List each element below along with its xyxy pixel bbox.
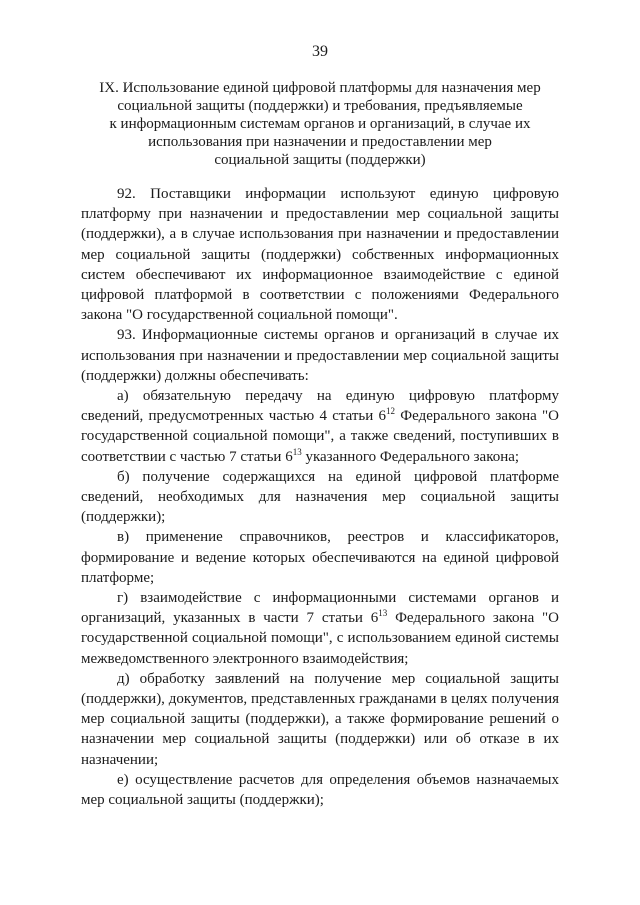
- clause-g-sup: 13: [378, 608, 388, 619]
- clause-a-sup-2: 13: [292, 446, 302, 457]
- clause-g-text-end: Федерального закона "О государственной социальной помощи", с использованием единой системы межведомственного электронного взаимодействия;: [81, 610, 560, 667]
- clause-a-text-end: указанного Федерального закона;: [301, 448, 520, 465]
- section-heading: [81, 79, 559, 169]
- clause-b: б) получение содержащихся на единой цифровой платформе сведений, необходимых для назначения мер социальной защиты (поддержки);: [81, 468, 559, 526]
- clause-g-text: г) взаимодействие с информационными системами органов и организаций, указанных в части 7 статьи 6: [81, 590, 559, 627]
- heading-line: использования при назначении и предоставлении мер: [148, 134, 492, 150]
- heading-line: IX. Использование единой цифровой платформы для назначения мер: [99, 80, 541, 96]
- page-number: 39: [312, 43, 328, 60]
- clause-e: е) осуществление расчетов для определения объемов назначаемых мер социальной защиты (поддержки);: [81, 771, 559, 809]
- clause-a-text: а) обязательную передачу на единую цифровую платформу сведений, предусмотренных частью 4 статьи 6: [81, 388, 559, 425]
- document-body: [81, 184, 559, 810]
- paragraph-92: 92. Поставщики информации используют единую цифровую платформу при назначении и предоставлении мер социальной защиты (поддержки), а в случае использования при назначении и предоставлении мер социальной защиты (поддержки) собственных информационных систем обеспечивают их информационное взаимодействие с единой цифровой платформой в соответствии с положениями Федерального закона "О государственной социальной помощи".: [81, 186, 559, 324]
- heading-line: социальной защиты (поддержки) и требования, предъявляемые: [117, 98, 523, 114]
- clause-g: [81, 588, 559, 669]
- clause-v: в) применение справочников, реестров и классификаторов, формирование и ведение которых обеспечиваются на единой цифровой платформе;: [81, 529, 559, 586]
- heading-line: к информационным системам органов и организаций, в случае их: [109, 116, 531, 132]
- clause-a-text-mid: Федерального закона "О государственной социальной помощи", а также сведений, поступивших в соответствии с частью 7 статьи 6: [81, 408, 559, 465]
- paragraph-93: 93. Информационные системы органов и организаций в случае их использования при назначении и предоставлении мер социальной защиты (поддержки) должны обеспечивать:: [81, 327, 559, 384]
- clause-a: [81, 386, 559, 467]
- clause-a-sup: 12: [386, 406, 396, 417]
- heading-line: социальной защиты (поддержки): [214, 152, 426, 168]
- clause-d: д) обработку заявлений на получение мер социальной защиты (поддержки), документов, представленных гражданами в целях получения мер социальной защиты (поддержки), а также формирование решений о назначении мер социальной защиты (поддержки) или об отказе в их назначении;: [81, 670, 559, 768]
